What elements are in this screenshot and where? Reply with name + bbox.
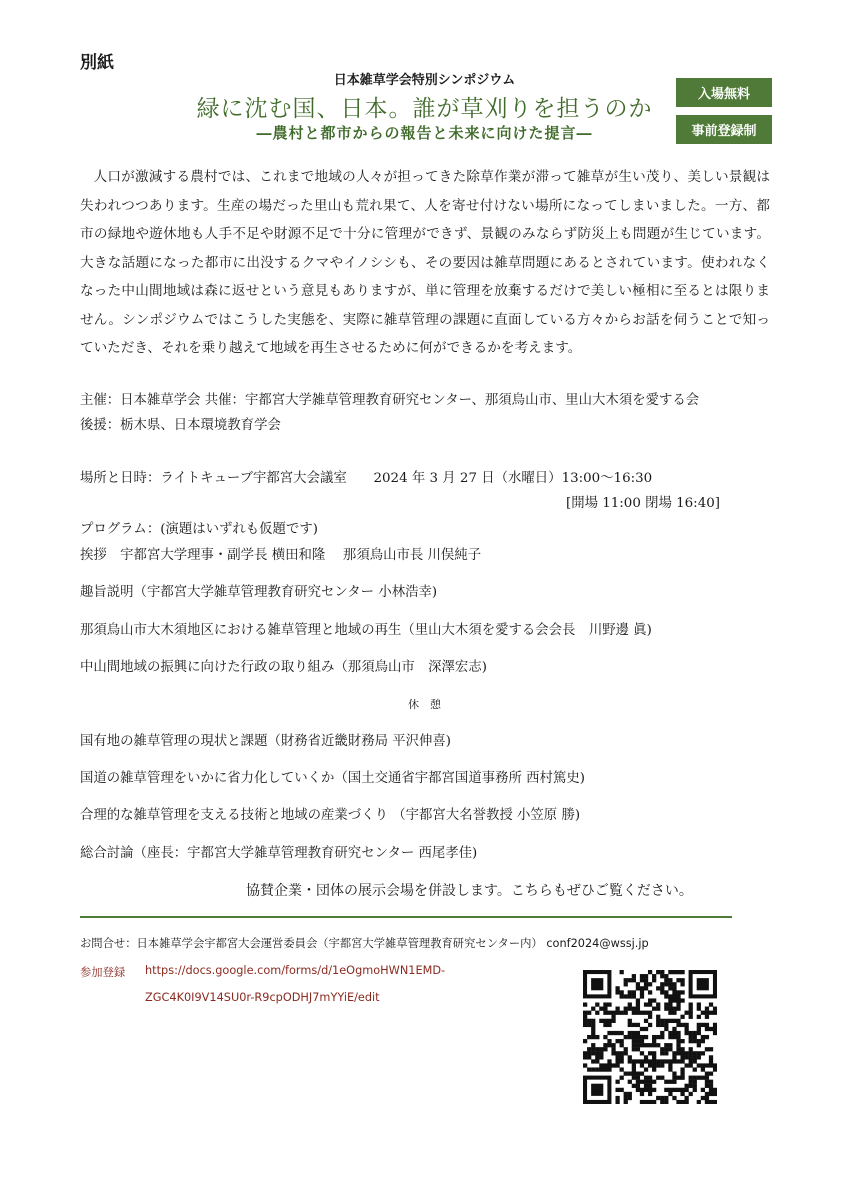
page-subtitle: ―農村と都市からの報告と未来に向けた提言―	[256, 124, 593, 142]
page-title: 緑に沈む国、日本。誰が草刈りを担うのか	[196, 96, 653, 122]
break-label: 休 憩	[408, 698, 441, 711]
exhibition-note: 協賛企業・団体の展示会場を併設します。こちらもぜひご覧ください。	[246, 883, 693, 899]
registration-url-continued[interactable]: ZGC4K0I9V14SU0r-R9cpODHJ7mYYiE/edit	[145, 991, 380, 1004]
program-item: 国有地の雑草管理の現状と課題（財務省近畿財務局 平沢伸喜)	[80, 734, 452, 749]
event-category: 日本雑草学会特別シンポジウム	[333, 73, 516, 88]
qr-code-icon	[583, 970, 717, 1104]
program-item: 那須烏山市大木須地区における雑草管理と地域の再生（里山大木須を愛する会会長 川野邊 眞)	[80, 623, 652, 638]
organizer-line: 主催：日本雑草学会 共催：宇都宮大学雑草管理教育研究センター、那須烏山市、里山大木須を愛する会	[80, 393, 700, 408]
intro-paragraph: 人口が激減する農村では、これまで地域の人々が担ってきた除草作業が滞って雑草が生い茂り、美しい景観は失われつつあります。生産の場だった里山も荒れ果て、人を寄せ付けない場所になってしまいました。一方、都市の緑地や遊休地も人手不足や財源不足で十分に管理ができず、景観のみならず防災上も問題が生じています。大きな話題になった都市に出没するクマやイノシシも、その要因は雑草問題にあるとされています。使われなくなった中山間地域は森に返せという意見もありますが、単に管理を放棄するだけで美しい極相に至るとは限りません。シンポジウムではこうした実態を、実際に雑草管理の課題に直面している方々からお話を伺うことで知っていただき、それを乗り越えて地域を再生させるために何ができるかを考えます。	[80, 169, 770, 356]
program-item: 総合討論（座長：宇都宮大学雑草管理教育研究センター 西尾孝佳)	[80, 846, 478, 861]
support-line: 後援：栃木県、日本環境教育学会	[80, 418, 281, 433]
venue-hours: [開場 11:00 閉場 16:40]	[566, 496, 720, 511]
program-item: 中山間地域の振興に向けた行政の取り組み（那須烏山市 深澤宏志)	[80, 660, 487, 675]
program-item: 趣旨説明（宇都宮大学雑草管理教育研究センター 小林浩幸)	[80, 585, 438, 600]
contact-info: お問合せ：日本雑草学会宇都宮大会運営委員会（宇都宮大学雑草管理教育研究センター内） conf2024@wssj.jp	[80, 937, 649, 950]
program-item: 合理的な雑草管理を支える技術と地域の産業づくり （宇都宮大名誉教授 小笠原 勝)	[80, 808, 581, 823]
registration-url[interactable]: https://docs.google.com/forms/d/1eOgmoHWN1EMD-	[145, 964, 446, 977]
program-heading: プログラム：(演題はいずれも仮題です)	[80, 522, 318, 537]
footer-divider	[80, 916, 732, 918]
venue-datetime: 場所と日時：ライトキューブ宇都宮大会議室 2024 年 3 月 27 日（水曜日）13:00～16:30	[80, 471, 653, 486]
program-item: 挨拶 宇都宮大学理事・副学長 横田和隆 那須烏山市長 川俣純子	[80, 548, 482, 563]
program-item: 国道の雑草管理をいかに省力化していくか（国土交通省宇都宮国道事務所 西村篤史)	[80, 771, 585, 786]
attachment-label: 別紙	[80, 53, 114, 73]
preregistration-badge: 事前登録制	[676, 115, 772, 144]
free-admission-badge: 入場無料	[676, 78, 772, 107]
registration-label: 参加登録	[80, 966, 126, 979]
